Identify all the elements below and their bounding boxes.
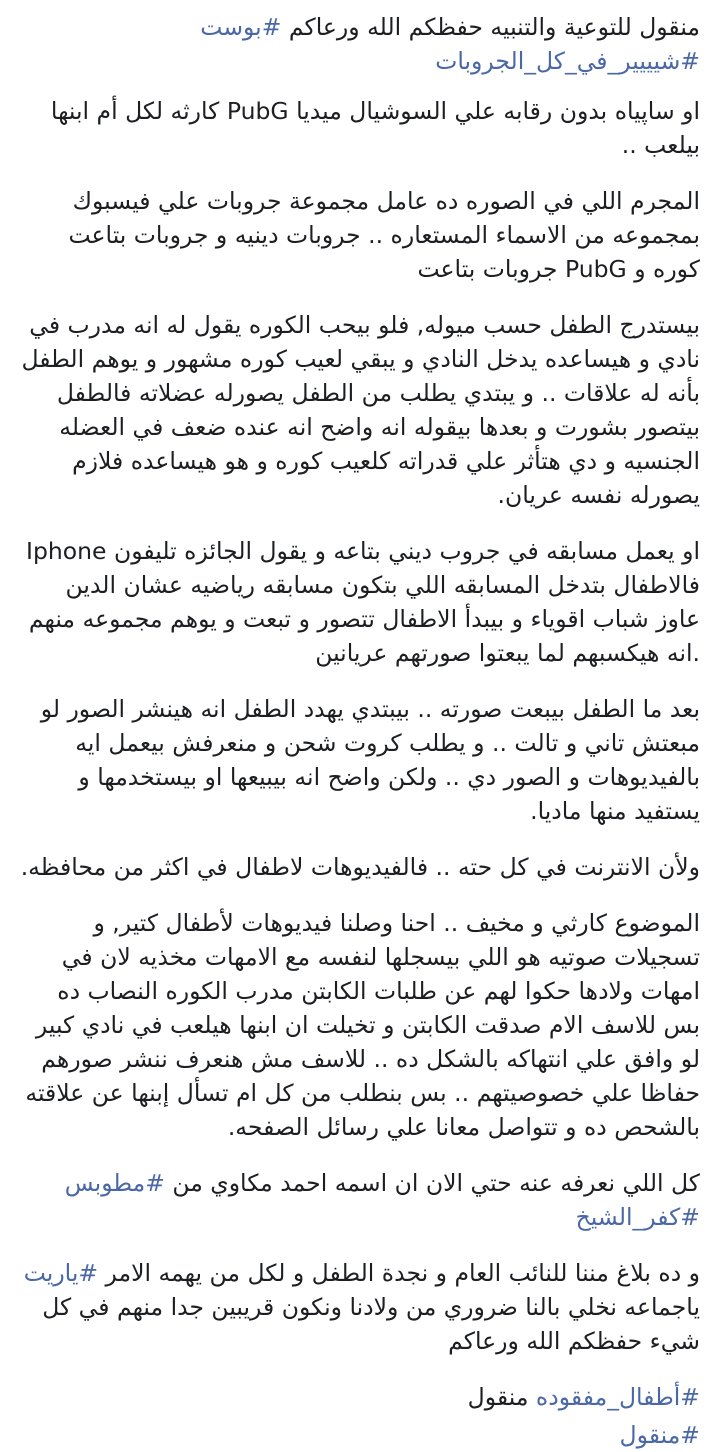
intro-text: منقول للتوعية والتنبيه حفظكم الله ورعاكم [281,13,700,41]
hashtag-missing-children[interactable]: #أطفال_مفقوده [535,1383,700,1411]
post-paragraph-intro [18,10,700,78]
post-paragraph-mothers: الموضوع كارثي و مخيف .. احنا وصلنا فيديوهات لأطفال كتير, و تسجيلات صوتيه هو اللي بيسجلها لنفسه مع الامهات مخذيه لان في امهات ولادها حكوا لهم عن طلبات الكابتن مدرب الكوره النصاب ده بس للاسف الام صدقت الكابتن و تخيلت ان ابنها هيلعب في نادي كبير لو وافق علي انتهاكه بالشكل ده .. للاسف مش هنعرف ننشر صورهم حفاظا علي خصوصيتهم .. بس بنطلب من كل ام تسأل إبنها عن علاقته بالشحص ده و تتواصل معانا علي رسائل الصفحه. [25,909,700,1141]
post-paragraph-cut-off [18,1418,700,1449]
hashtag-manqool[interactable]: #منقول [619,1421,700,1449]
name-text: كل اللي نعرفه عنه حتي الان ان اسمه احمد مكاوي من [164,1169,700,1197]
post-paragraph-missing-children [18,1380,700,1414]
post-paragraph-threats: بعد ما الطفل بيبعت صورته .. بيبتدي يهدد الطفل انه هينشر الصور لو مبعتش تاني و تالت .. و يطلب كروت شحن و منعرفش بيعمل ايه بالفيديوهات و الصور دي .. ولكن واضح انه بيبيعها او بيستخدمها و يستفيد منها ماديا. [40,695,700,825]
post-paragraph-religious-contest: Iphone او يعمل مسابقه في جروب ديني بتاعه و يقول الجائزه تليفون فالاطفال بتدخل المسابقه اللي بتكون مسابقه رياضيه عشان الدين عاوز شباب اقوياء و بيبدأ الاطفال تتصور و تبعت و يوهم مجموعه منهم انه هيكسبهم لما يبعتوا صورتهم عريانين. [26,537,700,667]
hashtag-share-groups[interactable]: #شيييير_في_كل_الجروبات [435,47,700,75]
post-paragraph-criminal-groups: المجرم اللي في الصوره ده عامل مجموعة جروبات علي فيسبوك بمجموعه من الاسماء المستعاره .. جروبات دينيه و جروبات بتاعت كوره و PubG جروبات بتاعت [68,187,700,283]
hashtag-post[interactable]: #بوست [200,13,282,41]
post-paragraph-governorates: ولأن الانترنت في كل حته .. فالفيديوهات لاطفال في اكثر من محافظه. [20,853,700,881]
missing-children-text: منقول [467,1383,536,1411]
post-paragraph-football-method: بيستدرج الطفل حسب ميوله, فلو بيحب الكوره يقول له انه مدرب في نادي و هيساعده يدخل النادي و يبقي لعيب كوره مشهور و يوهم الطفل بأنه له علاقات .. و يبتدي يطلب من الطفل يصورله عضلاته فالطفل بيتصور بشورت و بعدها بيقوله انه واضح انه عنده ضعف في العضله الجنسيه و دي هتأثر علي قدراته كلعيب كوره و هو هيساعده فلازم يصورله نفسه عريان. [21,311,700,509]
post-paragraph-report [18,1256,700,1358]
post-paragraph-name [18,1166,700,1234]
report-text: و ده بلاغ مننا للنائب العام و نجدة الطفل و لكل من يهمه الامر [98,1259,700,1287]
post-paragraph-pubg-warning: او ساپياه بدون رقابه علي السوشيال ميديا PubG كارثه لكل أم ابنها بيلعب .. [50,97,700,159]
report-text-2: ياجماعه نخلي بالنا ضروري من ولادنا ونكون قريبين جدا منهم في كل شيء حفظكم الله ورعاكم [42,1293,700,1355]
hashtag-mutubas[interactable]: #مطوبس [64,1169,165,1197]
hashtag-kafr-elsheikh[interactable]: #كفر_الشيخ [575,1203,700,1231]
hashtag-yarait[interactable]: #ياريت [23,1259,99,1287]
